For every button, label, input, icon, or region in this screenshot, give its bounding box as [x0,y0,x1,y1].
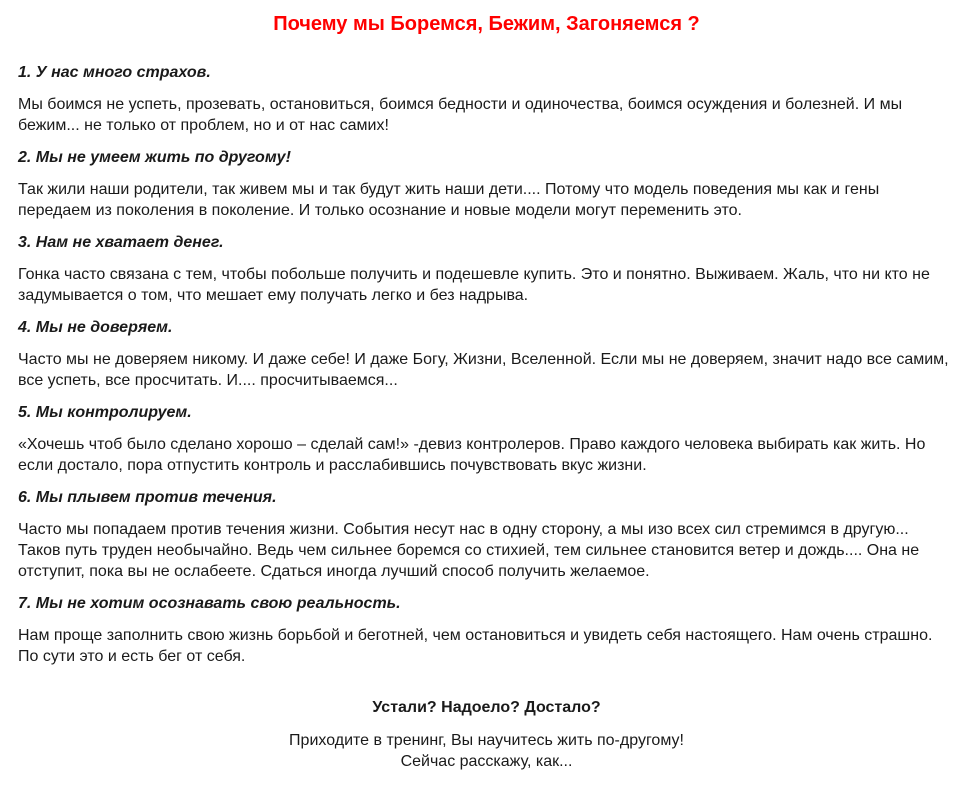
section-1-body: Мы боимся не успеть, прозевать, остановиться, боимся бедности и одиночества, боимся осуждения и болезней. И мы бежим... не только от проблем, но и от нас самих! [18,96,903,134]
section-4-body: Часто мы не доверяем никому. И даже себе! И даже Богу, Жизни, Вселенной. Если мы не доверяем, значит надо все самим, все успеть, все просчитать. И.... просчитываемся... [18,351,949,389]
footer-teaser-line: Сейчас расскажу, как... [400,753,573,770]
section-5 [18,402,955,476]
footer-headline: Устали? Надоело? Достало? [372,699,601,716]
section-3-body: Гонка часто связана с тем, чтобы побольше получить и подешевле купить. Это и понятно. Выживаем. Жаль, что ни кто не задумывается о том, что мешает ему получать легко и без надрыва. [18,266,930,304]
section-6 [18,487,955,582]
section-6-heading: 6. Мы плывем против течения. [18,489,277,506]
section-6-body: Часто мы попадаем против течения жизни. События несут нас в одну сторону, а мы изо всех сил стремимся в другую... Таков путь труден необычайно. Ведь чем сильнее боремся со стихией, тем сильнее становится ветер и дождь.... Она не отступит, пока вы не ослабеете. Сдаться иногда лучший способ получить желаемое. [18,521,920,580]
section-1 [18,62,955,136]
section-2-heading: 2. Мы не умеем жить по другому! [18,149,291,166]
section-7-body: Нам проще заполнить свою жизнь борьбой и беготней, чем остановиться и увидеть себя настоящего. Нам очень страшно. По сути это и есть бег от себя. [18,627,933,665]
section-7 [18,593,955,667]
section-2 [18,147,955,221]
footer [18,697,955,772]
section-2-body: Так жили наши родители, так живем мы и так будут жить наши дети.... Потому что модель поведения мы как и гены передаем из поколения в поколение. И только осознание и новые модели могут переменить это. [18,181,880,219]
footer-invite-line: Приходите в тренинг, Вы научитесь жить по-другому! [289,732,684,749]
section-3-heading: 3. Нам не хватает денег. [18,234,224,251]
section-5-body: «Хочешь чтоб было сделано хорошо – сделай сам!» -девиз контролеров. Право каждого человека выбирать как жить. Но если достало, пора отпустить контроль и расслабившись почувствовать вкус жизни. [18,436,926,474]
section-4 [18,317,955,391]
section-1-heading: 1. У нас много страхов. [18,64,211,81]
page-title: Почему мы Боремся, Бежим, Загоняемся ? [273,13,700,35]
section-7-heading: 7. Мы не хотим осознавать свою реальность. [18,595,401,612]
section-4-heading: 4. Мы не доверяем. [18,319,173,336]
section-3 [18,232,955,306]
section-5-heading: 5. Мы контролируем. [18,404,192,421]
